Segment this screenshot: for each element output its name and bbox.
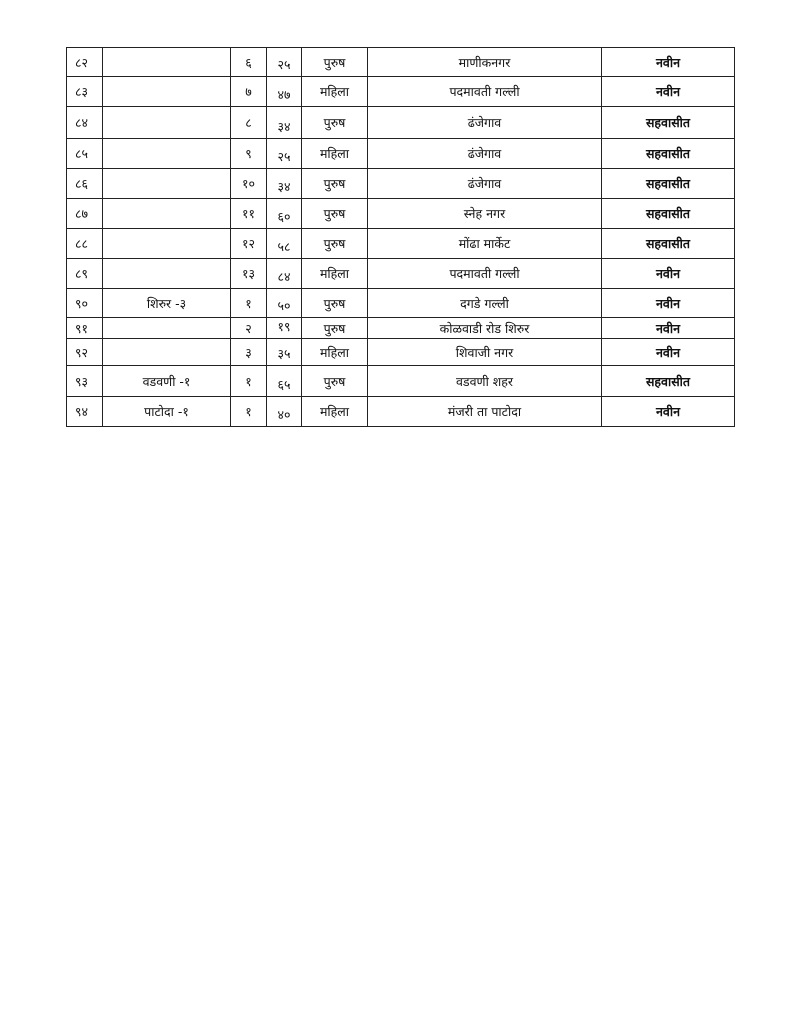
location-cell: ढंजेगाव	[368, 107, 602, 139]
table-row	[67, 229, 735, 259]
serial-number-cell: ८६	[67, 169, 103, 199]
age-cell: ५०	[267, 289, 302, 318]
block-name-cell	[103, 77, 231, 107]
table-row	[67, 199, 735, 229]
gender-cell: पुरुष	[302, 366, 368, 397]
age-cell: ४०	[267, 397, 302, 427]
location-cell: मंजरी ता पाटोदा	[368, 397, 602, 427]
block-count-cell: ६	[231, 48, 267, 77]
status-cell: नवीन	[602, 77, 735, 107]
records-table-body	[67, 48, 735, 427]
table-row	[67, 107, 735, 139]
block-name-cell	[103, 259, 231, 289]
block-name-cell	[103, 229, 231, 259]
serial-number-cell: ८२	[67, 48, 103, 77]
status-cell: सहवासीत	[602, 199, 735, 229]
age-cell: ६०	[267, 199, 302, 229]
gender-cell: पुरुष	[302, 48, 368, 77]
status-cell: नवीन	[602, 259, 735, 289]
gender-cell: पुरुष	[302, 199, 368, 229]
table-row	[67, 397, 735, 427]
block-name-cell	[103, 339, 231, 366]
table-row	[67, 139, 735, 169]
age-cell: ४७	[267, 77, 302, 107]
table-row	[67, 77, 735, 107]
status-cell: नवीन	[602, 397, 735, 427]
table-row	[67, 169, 735, 199]
status-cell: नवीन	[602, 339, 735, 366]
serial-number-cell: ९४	[67, 397, 103, 427]
gender-cell: पुरुष	[302, 289, 368, 318]
gender-cell: महिला	[302, 339, 368, 366]
gender-cell: पुरुष	[302, 318, 368, 339]
block-count-cell: ७	[231, 77, 267, 107]
table-row	[67, 339, 735, 366]
location-cell: मोंढा मार्केट	[368, 229, 602, 259]
block-count-cell: १०	[231, 169, 267, 199]
block-count-cell: १	[231, 289, 267, 318]
age-cell: ३५	[267, 339, 302, 366]
block-name-cell: पाटोदा -१	[103, 397, 231, 427]
serial-number-cell: ८४	[67, 107, 103, 139]
block-count-cell: १	[231, 397, 267, 427]
serial-number-cell: ९२	[67, 339, 103, 366]
location-cell: वडवणी शहर	[368, 366, 602, 397]
status-cell: सहवासीत	[602, 139, 735, 169]
block-name-cell	[103, 107, 231, 139]
location-cell: माणीकनगर	[368, 48, 602, 77]
gender-cell: महिला	[302, 77, 368, 107]
status-cell: नवीन	[602, 48, 735, 77]
block-name-cell	[103, 169, 231, 199]
location-cell: ढंजेगाव	[368, 139, 602, 169]
serial-number-cell: ८३	[67, 77, 103, 107]
gender-cell: पुरुष	[302, 107, 368, 139]
block-name-cell: वडवणी -१	[103, 366, 231, 397]
location-cell: शिवाजी नगर	[368, 339, 602, 366]
serial-number-cell: ९३	[67, 366, 103, 397]
status-cell: सहवासीत	[602, 366, 735, 397]
block-name-cell	[103, 48, 231, 77]
serial-number-cell: ८९	[67, 259, 103, 289]
block-count-cell: ८	[231, 107, 267, 139]
status-cell: सहवासीत	[602, 107, 735, 139]
gender-cell: महिला	[302, 259, 368, 289]
block-name-cell	[103, 139, 231, 169]
table-row	[67, 48, 735, 77]
age-cell: ५८	[267, 229, 302, 259]
block-count-cell: १३	[231, 259, 267, 289]
gender-cell: महिला	[302, 139, 368, 169]
location-cell: पदमावती गल्ली	[368, 77, 602, 107]
age-cell: ३४	[267, 107, 302, 139]
serial-number-cell: ८७	[67, 199, 103, 229]
block-count-cell: २	[231, 318, 267, 339]
location-cell: दगडे गल्ली	[368, 289, 602, 318]
gender-cell: पुरुष	[302, 229, 368, 259]
location-cell: स्नेह नगर	[368, 199, 602, 229]
status-cell: सहवासीत	[602, 229, 735, 259]
location-cell: कोळवाडी रोड शिरुर	[368, 318, 602, 339]
age-cell: २५	[267, 139, 302, 169]
block-count-cell: ३	[231, 339, 267, 366]
location-cell: ढंजेगाव	[368, 169, 602, 199]
age-cell: ३४	[267, 169, 302, 199]
status-cell: नवीन	[602, 289, 735, 318]
serial-number-cell: ९१	[67, 318, 103, 339]
gender-cell: महिला	[302, 397, 368, 427]
block-count-cell: ९	[231, 139, 267, 169]
table-row	[67, 318, 735, 339]
block-count-cell: ११	[231, 199, 267, 229]
serial-number-cell: ९०	[67, 289, 103, 318]
block-count-cell: १	[231, 366, 267, 397]
age-cell: २५	[267, 48, 302, 77]
age-cell: १९	[267, 318, 302, 339]
serial-number-cell: ८८	[67, 229, 103, 259]
block-name-cell	[103, 318, 231, 339]
status-cell: नवीन	[602, 318, 735, 339]
block-name-cell: शिरुर -३	[103, 289, 231, 318]
records-table	[66, 47, 735, 427]
table-row	[67, 259, 735, 289]
table-row	[67, 366, 735, 397]
block-count-cell: १२	[231, 229, 267, 259]
location-cell: पदमावती गल्ली	[368, 259, 602, 289]
gender-cell: पुरुष	[302, 169, 368, 199]
age-cell: ८४	[267, 259, 302, 289]
age-cell: ६५	[267, 366, 302, 397]
block-name-cell	[103, 199, 231, 229]
status-cell: सहवासीत	[602, 169, 735, 199]
serial-number-cell: ८५	[67, 139, 103, 169]
table-row	[67, 289, 735, 318]
